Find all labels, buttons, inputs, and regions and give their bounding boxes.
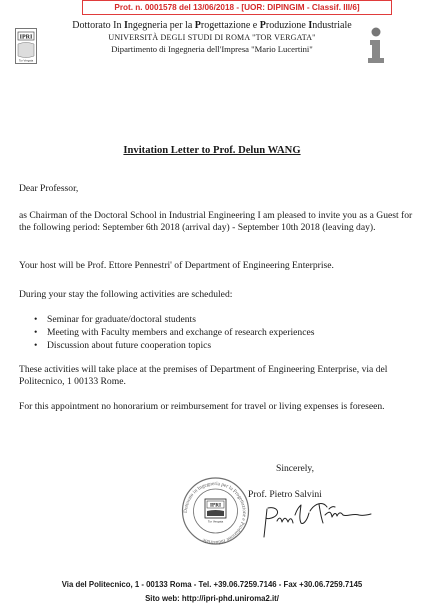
letterhead <box>62 19 362 55</box>
closing: Sincerely, <box>276 463 315 474</box>
bullet-icon: • <box>34 314 38 325</box>
list-item: • Seminar for graduate/doctoral students <box>34 314 196 325</box>
university-name: UNIVERSITÀ DEGLI STUDI DI ROMA "TOR VERGATA" <box>108 33 316 42</box>
signer-name: Prof. Pietro Salvini <box>248 489 322 500</box>
footer-address: Via del Politecnico, 1 - 00133 Roma - Tel. +39.06.7259.7146 - Fax +30.06.7259.7145 <box>61 580 363 589</box>
activities-intro: During your stay the following activities are scheduled: <box>19 289 233 300</box>
info-icon <box>362 25 390 65</box>
protocol-banner: Prot. n. 0001578 del 13/06/2018 - [UOR: DIPINGIM - Classif. III/6] <box>82 0 392 15</box>
invitation-paragraph: as Chairman of the Doctoral School in Industrial Engineering I am pleased to invite you as a Guest for the following period: September 6th 2018 (arrival day) - September 10th 2018 (leaving day). <box>19 210 413 234</box>
list-item: • Meeting with Faculty members and exchange of research experiences <box>34 327 315 338</box>
logo-caption: Tor Vergata <box>18 58 34 63</box>
bullet-icon: • <box>34 340 38 351</box>
host-line: Your host will be Prof. Ettore Pennestri' of Department of Engineering Enterprise. <box>19 260 334 271</box>
bullet-icon: • <box>34 327 38 338</box>
footer-website: Sito web: http://ipri-phd.uniroma2.it/ <box>145 594 279 603</box>
letter-title: Invitation Letter to Prof. Delun WANG <box>123 145 301 156</box>
department-name: Dipartimento di Ingegneria dell'Impresa "Mario Lucertini" <box>111 44 313 54</box>
logo-text: IPRI <box>19 34 33 41</box>
stamp-ring-text: Dottorato in Ingegneria per la Progettazione e Produzione Industriale <box>182 480 248 546</box>
greeting: Dear Professor, <box>19 183 79 194</box>
doctorate-name: Dottorato In Ingegneria per la Progettazione e Produzione Industriale <box>72 20 352 31</box>
location-paragraph: These activities will take place at the premises of Department of Engineering Enterprise, via del Politecnico, 1 00133 Rome. <box>19 364 388 388</box>
honorarium-paragraph: For this appointment no honorarium or reimbursement for travel or living expenses is foreseen. <box>19 401 385 412</box>
list-item: • Discussion about future cooperation topics <box>34 340 212 351</box>
stamp-center-text: IPRI <box>210 502 221 509</box>
ipri-logo <box>15 28 37 64</box>
department-stamp <box>177 475 254 546</box>
stamp-caption: Tor Vergata <box>207 519 224 524</box>
handwritten-signature <box>259 493 379 543</box>
